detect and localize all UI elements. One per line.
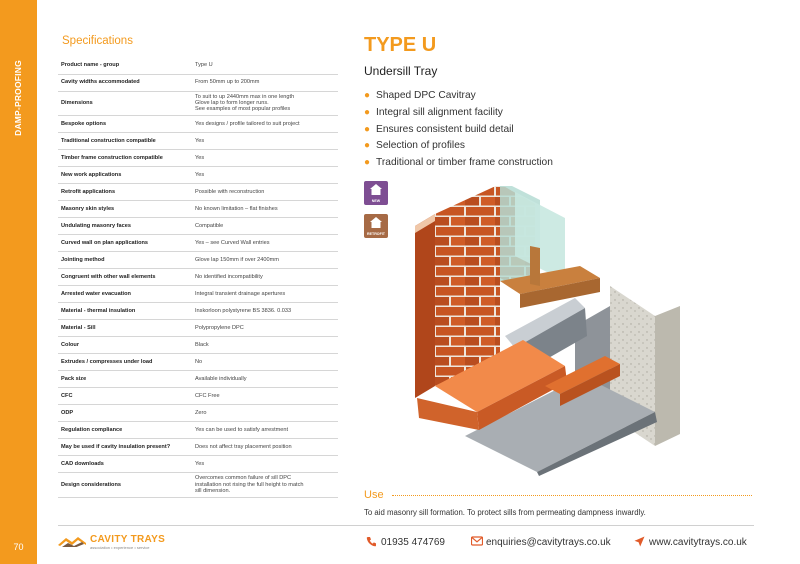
spec-value-line: No known limitation – flat finishes xyxy=(195,205,278,212)
spec-value xyxy=(192,286,338,303)
spec-value-line: Zero xyxy=(195,409,207,416)
spec-value-line: Yes xyxy=(195,137,205,144)
phone-number: 01935 474769 xyxy=(381,537,445,548)
bullet-icon: ● xyxy=(364,90,371,101)
spec-key: Curved wall on plan applications xyxy=(58,235,192,252)
house-icon xyxy=(370,184,382,195)
spec-value-line: Inskorloon polystyrene BS 3836. 0.033 xyxy=(195,307,292,314)
feature-list xyxy=(364,88,553,172)
spec-value-line: sill dimension. xyxy=(195,487,231,494)
spec-value xyxy=(192,405,338,422)
spec-value xyxy=(192,439,338,456)
feature-item: ● Selection of profiles xyxy=(364,140,465,152)
spec-value-line: Available individually xyxy=(195,375,247,382)
spec-row xyxy=(58,337,338,354)
spec-value-line: Polypropylene DPC xyxy=(195,324,244,331)
spec-row xyxy=(58,456,338,473)
spec-key: Product name - group xyxy=(58,57,192,74)
spec-key: Dimensions xyxy=(58,91,192,116)
spec-row xyxy=(58,422,338,439)
spec-row xyxy=(58,235,338,252)
side-bar xyxy=(0,0,37,564)
spec-row xyxy=(58,116,338,133)
spec-key: May be used if cavity insulation present? xyxy=(58,439,192,456)
spec-row xyxy=(58,133,338,150)
spec-value-line: Yes xyxy=(195,154,205,161)
spec-value xyxy=(192,218,338,235)
spec-key: Retrofit applications xyxy=(58,184,192,201)
spec-row xyxy=(58,201,338,218)
spec-key: Material - thermal insulation xyxy=(58,303,192,320)
section-label: DAMP-PROOFING xyxy=(13,60,23,136)
page-number: 70 xyxy=(13,542,24,552)
spec-value-line: From 50mm up to 200mm xyxy=(195,79,260,86)
spec-value xyxy=(192,74,338,91)
feature-item: ● Integral sill alignment facility xyxy=(364,106,503,118)
bullet-icon: ● xyxy=(364,140,371,152)
spec-value-line: Overcomes common failure of sill DPC xyxy=(195,475,292,482)
spec-value xyxy=(192,456,338,473)
spec-value-line: Yes designs / profile tailored to suit project xyxy=(195,120,300,127)
cursor-icon xyxy=(634,536,645,547)
feature-item: ● Traditional or timber frame construction xyxy=(364,157,553,169)
spec-row xyxy=(58,473,338,498)
spec-key: Design considerations xyxy=(58,473,192,498)
spec-row xyxy=(58,57,338,74)
spec-value-line: To suit to up 2440mm max in one length xyxy=(195,93,295,100)
product-subtitle: Undersill Tray xyxy=(364,64,438,78)
spec-key: Regulation compliance xyxy=(58,422,192,439)
spec-value-line: Possible with reconstruction xyxy=(195,188,265,195)
logo-mark-icon xyxy=(58,535,86,547)
website-url: www.cavitytrays.co.uk xyxy=(649,537,747,548)
spec-key: Traditional construction compatible xyxy=(58,133,192,150)
spec-value-line: Does not affect tray placement position xyxy=(195,443,292,450)
spec-row xyxy=(58,184,338,201)
spec-value-line: Yes xyxy=(195,460,205,467)
spec-value-line: installation not rising the full height to match xyxy=(195,481,304,488)
spec-key: Timber frame construction compatible xyxy=(58,150,192,167)
spec-value xyxy=(192,184,338,201)
spec-value xyxy=(192,57,338,74)
brand-tagline: association • experience • service xyxy=(90,545,150,550)
spec-value-line: Glove lap 150mm if over 2400mm xyxy=(195,256,279,263)
spec-value-line: Integral transient drainage apertures xyxy=(195,290,286,297)
spec-value xyxy=(192,269,338,286)
spec-key: Bespoke options xyxy=(58,116,192,133)
spec-value xyxy=(192,473,338,498)
section-tab xyxy=(5,38,31,158)
spec-value xyxy=(192,337,338,354)
spec-value xyxy=(192,235,338,252)
new-work-badge xyxy=(364,181,388,205)
spec-row xyxy=(58,286,338,303)
spec-value xyxy=(192,422,338,439)
spec-row xyxy=(58,303,338,320)
spec-value xyxy=(192,320,338,337)
spec-value-line: See examples of most popular profiles xyxy=(195,106,291,113)
spec-key: Extrudes / compresses under load xyxy=(58,354,192,371)
spec-value-line: Yes xyxy=(195,171,205,178)
spec-key: Pack size xyxy=(58,371,192,388)
spec-key: Jointing method xyxy=(58,252,192,269)
spec-row xyxy=(58,74,338,91)
spec-row xyxy=(58,218,338,235)
spec-value-line: No identified incompatibility xyxy=(195,273,263,280)
product-title: TYPE U xyxy=(364,34,437,56)
spec-value xyxy=(192,303,338,320)
brand-name: CAVITY TRAYS xyxy=(90,534,166,545)
email-contact[interactable] xyxy=(486,537,611,548)
email-icon xyxy=(471,536,483,546)
spec-value-line: Yes – see Curved Wall entries xyxy=(195,239,270,246)
spec-value xyxy=(192,150,338,167)
specifications-table xyxy=(58,57,338,498)
spec-key: Masonry skin styles xyxy=(58,201,192,218)
bullet-icon: ● xyxy=(364,123,371,135)
spec-row xyxy=(58,439,338,456)
spec-value-line: CFC Free xyxy=(195,392,220,399)
spec-row xyxy=(58,388,338,405)
use-heading: Use xyxy=(364,489,384,501)
spec-key: Material - Sill xyxy=(58,320,192,337)
spec-value xyxy=(192,388,338,405)
phone-contact[interactable] xyxy=(381,537,445,548)
spec-value xyxy=(192,252,338,269)
bullet-icon: ● xyxy=(364,106,371,118)
spec-key: Colour xyxy=(58,337,192,354)
badge-label: NEW xyxy=(371,199,381,203)
feature-item: ● Shaped DPC Cavitray xyxy=(364,90,476,101)
spec-value xyxy=(192,116,338,133)
spec-row xyxy=(58,150,338,167)
phone-icon xyxy=(366,536,377,547)
spec-key: Arrested water evacuation xyxy=(58,286,192,303)
undersill-tray-illustration xyxy=(405,186,705,476)
spec-row xyxy=(58,167,338,184)
spec-row xyxy=(58,252,338,269)
house-icon xyxy=(370,217,382,228)
spec-value-line: Type U xyxy=(195,62,213,69)
retrofit-badge xyxy=(364,214,388,238)
spec-row xyxy=(58,354,338,371)
spec-value xyxy=(192,133,338,150)
footer-divider xyxy=(58,525,754,526)
spec-row xyxy=(58,405,338,422)
spec-row xyxy=(58,91,338,116)
spec-key: Undulating masonry faces xyxy=(58,218,192,235)
use-description: To aid masonry sill formation. To protect sills from permeating dampness inwardly. xyxy=(364,508,646,517)
spec-key: Cavity widths accommodated xyxy=(58,74,192,91)
spec-value xyxy=(192,167,338,184)
bullet-icon: ● xyxy=(364,157,371,169)
specifications-heading: Specifications xyxy=(62,35,133,47)
spec-value xyxy=(192,354,338,371)
spec-row xyxy=(58,371,338,388)
email-address: enquiries@cavitytrays.co.uk xyxy=(486,537,611,548)
spec-value-line: Compatible xyxy=(195,222,224,229)
spec-key: ODP xyxy=(58,405,192,422)
spec-value-line: Glove lap to form longer runs. xyxy=(195,100,269,107)
spec-row xyxy=(58,320,338,337)
use-divider xyxy=(392,495,752,496)
spec-value-line: No xyxy=(195,358,203,365)
spec-key: Congruent with other wall elements xyxy=(58,269,192,286)
spec-key: New work applications xyxy=(58,167,192,184)
spec-value xyxy=(192,201,338,218)
website-contact[interactable] xyxy=(649,537,747,548)
spec-key: CAD downloads xyxy=(58,456,192,473)
badge-label: RETROFIT xyxy=(367,232,385,236)
spec-value-line: Yes can be used to satisfy arrestment xyxy=(195,426,289,433)
feature-item: ● Ensures consistent build detail xyxy=(364,123,514,135)
spec-row xyxy=(58,269,338,286)
spec-value-line: Black xyxy=(195,341,209,348)
spec-value xyxy=(192,371,338,388)
spec-key: CFC xyxy=(58,388,192,405)
spec-value xyxy=(192,91,338,116)
